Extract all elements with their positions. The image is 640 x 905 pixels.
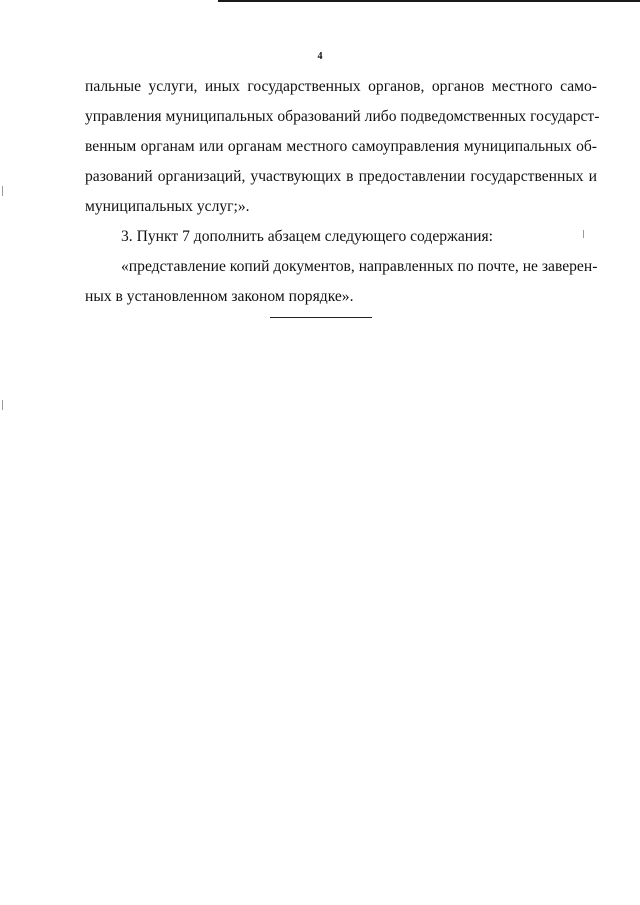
text-line: пальные услуги, иных государственных органов, органов местного само-	[85, 78, 597, 95]
scan-mark-left-lower	[2, 400, 3, 410]
item-3-paragraph: 3. Пункт 7 дополнить абзацем следующего содержания:	[121, 228, 493, 245]
quote-line: ных в установленном законом порядке».	[85, 288, 354, 305]
page-number: 4	[317, 51, 323, 62]
text-line: управления муниципальных образований либо подведомственных государст-	[85, 108, 600, 125]
end-separator-line	[270, 317, 372, 318]
scan-mark-left-upper	[2, 186, 3, 196]
top-border-line	[218, 0, 640, 2]
text-line: разований организаций, участвующих в предоставлении государственных и	[85, 168, 597, 185]
text-line: муниципальных услуг;».	[85, 198, 250, 215]
text-line: венным органам или органам местного самоуправления муниципальных об-	[85, 138, 597, 155]
document-body	[85, 72, 600, 312]
quote-line: «представление копий документов, направленных по почте, не заверен-	[121, 258, 598, 275]
